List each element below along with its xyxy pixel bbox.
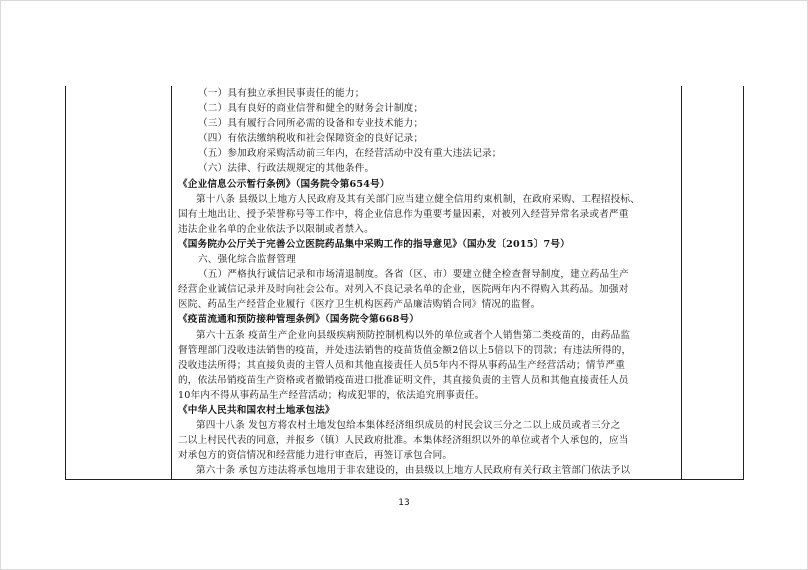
text-line: 经营企业诚信记录并及时向社会公布。对列入不良记录名单的企业，医院两年内不得购入其药品。加强对 xyxy=(178,284,629,296)
page-number: 13 xyxy=(398,498,410,508)
content-table xyxy=(65,86,744,480)
text-line: （三）具有履行合同所必需的设备和专业技术能力； xyxy=(198,118,424,130)
text-line: 10年内不得从事药品生产经营活动；构成犯罪的，依法追究刑事责任。 xyxy=(178,389,485,401)
text-line: 六、强化综合监督管理 xyxy=(198,254,296,266)
text-line: 二以上村民代表的同意，并报乡（镇）人民政府批准。本集体经济组织以外的单位或者个人承包的，应当 xyxy=(178,435,629,447)
text-line: （二）具有良好的商业信誉和健全的财务会计制度； xyxy=(198,103,424,115)
text-line: 的，依法吊销疫苗生产资格或者撤销疫苗进口批准证明文件，其直接负责的主管人员和其他直接责任人员 xyxy=(178,374,629,386)
text-line: 医院、药品生产经营企业履行《医疗卫生机构医药产品廉洁购销合同》情况的监督。 xyxy=(178,299,541,311)
regulation-title: 《国务院办公厅关于完善公立医院药品集中采购工作的指导意见》（国办发〔2015〕7号） xyxy=(178,238,570,250)
text-line: 第十八条 县级以上地方人民政府及其有关部门应当建立健全信用约束机制，在政府采购、工程招投标、 xyxy=(196,193,640,205)
table-content-cell xyxy=(172,86,680,478)
text-line: （五）严格执行诚信记录和市场清退制度。各省（区、市）要建立健全检查督导制度，建立药品生产 xyxy=(198,269,629,281)
text-line: 国有土地出让、授予荣誉称号等工作中，将企业信息作为重要考量因素，对被列入经营异常名录或者严重 xyxy=(178,208,629,220)
text-line: （一）具有独立承担民事责任的能力； xyxy=(198,88,365,99)
regulation-title: 《疫苗流通和预防接种管理条例》（国务院令第668号） xyxy=(178,314,420,326)
text-line: （四）有依法缴纳税收和社会保障资金的良好记录； xyxy=(198,133,424,145)
text-line: 违法企业名单的企业依法予以限制或者禁入。 xyxy=(178,223,374,235)
regulation-title: 《中华人民共和国农村土地承包法》 xyxy=(178,404,335,416)
text-line: 督管理部门没收违法销售的疫苗，并处违法销售的疫苗货值金额2倍以上5倍以下的罚款；有违法所得的， xyxy=(178,344,632,356)
text-line: 第四十八条 发包方将农村土地发包给本集体经济组织成员的村民会议三分之二以上成员或者三分之 xyxy=(196,420,621,432)
text-line: 没收违法所得；其直接负责的主管人员和其他直接责任人员5年内不得从事药品生产经营活动；情节严重 xyxy=(178,359,626,371)
text-line: 第六十条 承包方违法将承包地用于非农建设的，由县级以上地方人民政府有关行政主管部门依法予以 xyxy=(196,465,631,477)
table-column-divider-right xyxy=(681,86,682,479)
regulation-title: 《企业信息公示暂行条例》（国务院令第654号） xyxy=(178,178,390,190)
text-line: 第六十五条 疫苗生产企业向县级疾病预防控制机构以外的单位或者个人销售第二类疫苗的，由药品监 xyxy=(196,329,631,341)
text-line: （六）法律、行政法规规定的其他条件。 xyxy=(198,163,375,175)
text-line: 对承包方的资信情况和经营能力进行审查后，再签订承包合同。 xyxy=(178,450,453,462)
text-line: （五）参加政府采购活动前三年内，在经营活动中没有重大违法记录； xyxy=(198,148,502,160)
